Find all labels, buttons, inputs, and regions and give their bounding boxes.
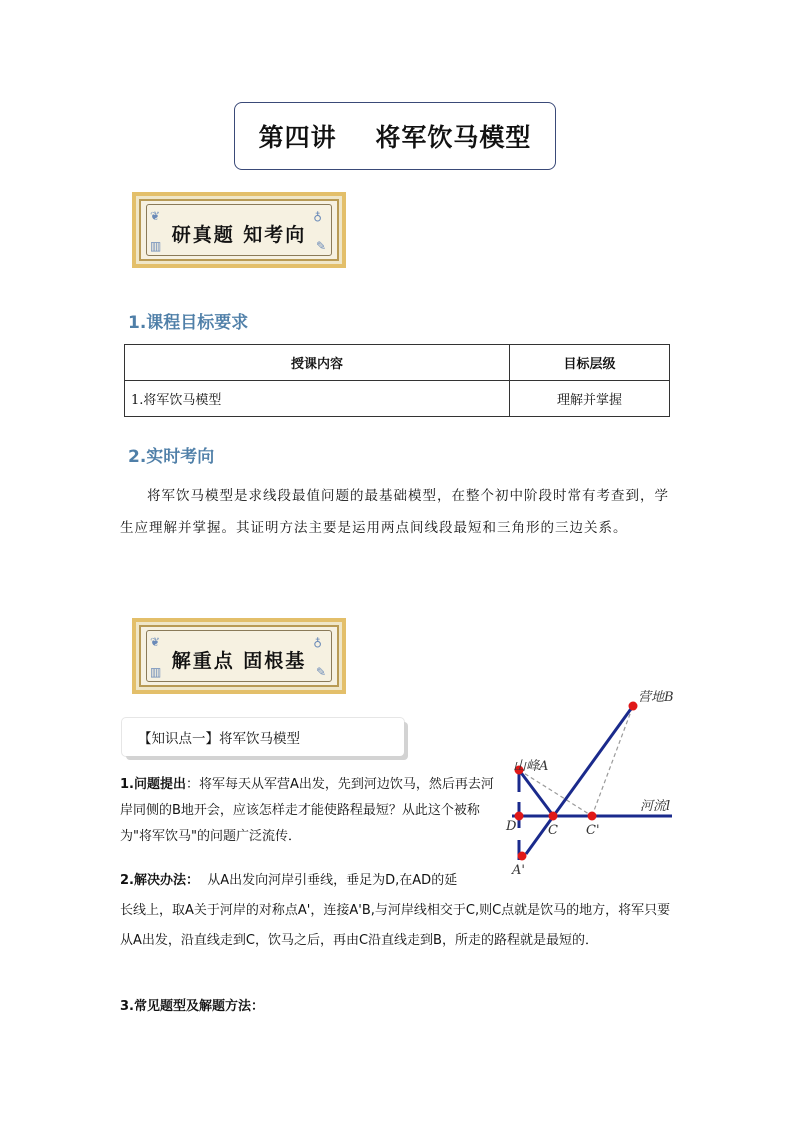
path-A-to-C — [519, 770, 552, 814]
balloon-ornament-icon: ♁ — [313, 209, 322, 223]
swirl-ornament-icon: ❦ — [150, 635, 161, 649]
section-heading-trends: 2.实时考向 — [128, 447, 215, 467]
methods-heading — [120, 994, 264, 1020]
point-B — [629, 702, 638, 711]
pen-ornament-icon: ✎ — [315, 665, 326, 679]
problem-label: 1.问题提出 — [120, 777, 186, 792]
books-ornament-icon: ▥ — [150, 239, 162, 253]
section-banner-research — [132, 192, 346, 268]
solution-first-line — [120, 868, 498, 894]
table-header-row — [125, 345, 670, 381]
point-C-prime — [588, 812, 597, 821]
label-A-prime: A' — [512, 863, 525, 878]
line-A-prime-B — [526, 706, 633, 854]
banner-label: 研真题 知考向 — [171, 224, 307, 246]
table-header-cell: 授课内容 — [125, 345, 510, 381]
methods-label: 3.常见题型及解题方法： — [120, 999, 264, 1014]
label-camp-B: 营地B — [638, 690, 674, 705]
table-cell: 1.将军饮马模型 — [125, 381, 510, 417]
label-mountain-A: 山峰A — [513, 759, 549, 774]
label-C-prime: C' — [586, 823, 600, 838]
label-C: C — [548, 823, 558, 838]
table-row — [125, 381, 670, 417]
section-heading-goals: 1.课程目标要求 — [128, 313, 249, 333]
pen-ornament-icon: ✎ — [315, 239, 326, 253]
solution-label: 2.解决办法： — [120, 873, 199, 888]
problem-text: 将军每天从军营A出发，先到河边饮马，然后再去河岸同侧的B地开会，应该怎样走才能使路程最短？从此这个被称为"将军饮马"的问题广泛流传． — [120, 777, 494, 844]
table-header-cell: 目标层级 — [510, 345, 670, 381]
table-cell: 理解并掌握 — [510, 381, 670, 417]
solution-paragraph: 长线上，取A关于河岸的对称点A'，连接A'B,与河岸线相交于C,则C点就是饮马的地方，将军只要从A出发，沿直线走到C，饮马之后，再由C沿直线走到B，所走的路程就是最短的． — [120, 903, 671, 948]
swirl-ornament-icon: ❦ — [150, 209, 161, 223]
knowledge-point-tab: 【知识点一】将军饮马模型 — [122, 718, 404, 756]
balloon-ornament-icon: ♁ — [313, 635, 322, 649]
label-river-l: 河流l — [640, 799, 671, 814]
point-A-prime — [518, 852, 527, 861]
exam-trend-paragraph: 将军饮马模型是求线段最值问题的最基础模型，在整个初中阶段时常有考查到，学生应理解并掌握。其证明方法主要是运用两点间线段最短和三角形的三边关系。 — [120, 488, 669, 536]
dashed-line-C-prime-B — [592, 706, 633, 816]
books-ornament-icon: ▥ — [150, 665, 162, 679]
solution-text-line1: 从A出发向河岸引垂线，垂足为D,在AD的延 — [207, 873, 458, 888]
general-horse-diagram — [496, 682, 696, 882]
problem-paragraph: 1.问题提出：将军每天从军营A出发，先到河边饮马，然后再去河岸同侧的B地开会，应该怎样走才能使路程最短？从此这个被称为"将军饮马"的问题广泛流传． — [120, 777, 494, 844]
section-banner-keypoints — [132, 618, 346, 694]
label-D: D — [506, 819, 517, 834]
goal-table — [124, 344, 670, 417]
point-C — [549, 812, 558, 821]
page-title: 第四讲 将军饮马模型 — [234, 102, 556, 170]
banner-label: 解重点 固根基 — [171, 650, 307, 672]
